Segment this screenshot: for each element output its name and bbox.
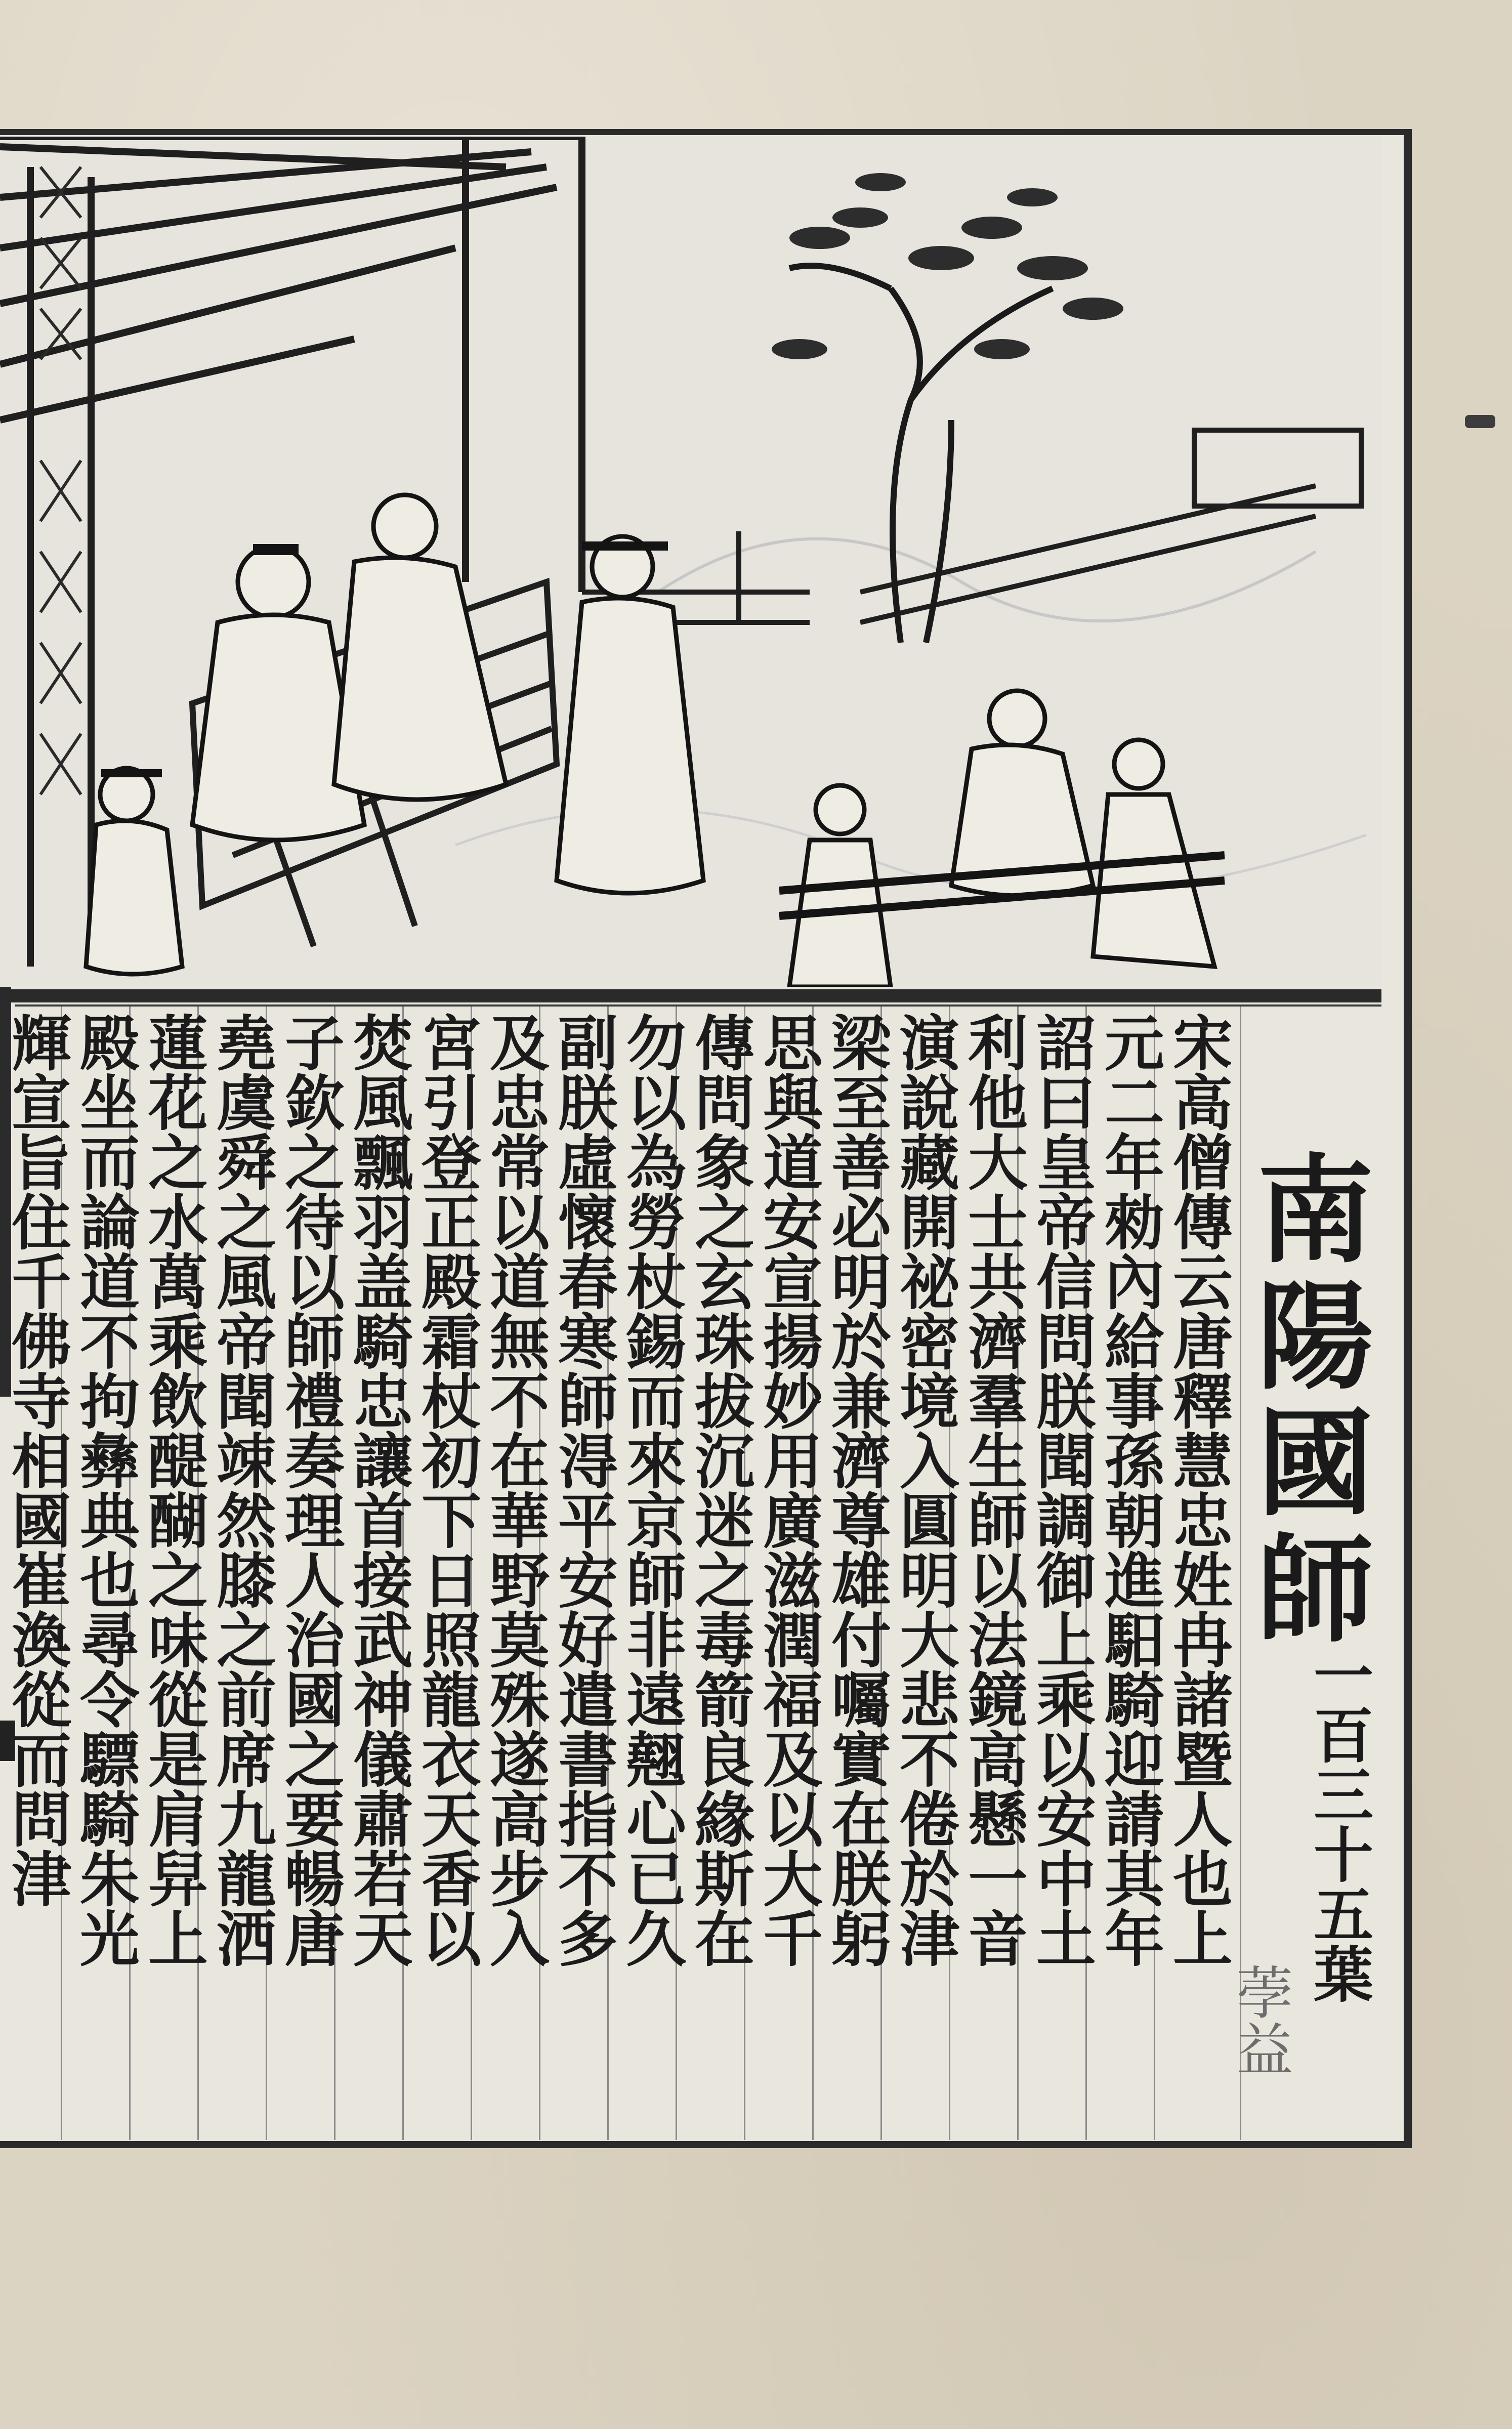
woodblock-illustration <box>0 137 1381 987</box>
text-column: 輝宣旨住千佛寺相國崔渙從而問津 <box>2 1012 72 1908</box>
text-column: 元二年勑內給事孫朝進馹騎迎請其年 <box>1095 1012 1165 1967</box>
text-column: 蓮花之水萬乘飲醍醐之味從是肩舁上 <box>138 1012 208 1967</box>
ink-blot <box>1465 415 1495 428</box>
text-column: 子欽之待以師禮奏理人治國之要暢唐 <box>275 1012 345 1967</box>
text-column: 勿以為勞杖錫而來京師非遠翹心已久 <box>616 1012 687 1967</box>
text-column: 利他大士共濟羣生師以法鏡高懸一音 <box>958 1012 1028 1967</box>
text-column: 副朕虛懷春寒師淂平安好遣書指不多 <box>548 1012 618 1967</box>
seal-stamp: 荸益 <box>1227 1963 1293 2077</box>
horizontal-divider <box>0 989 1381 1002</box>
leaf-number: 一百三十五葉 <box>1304 1645 1374 2003</box>
woodblock-illustration-svg <box>0 137 1381 987</box>
section-title: 南陽國師 <box>1237 1149 1374 1655</box>
text-column: 詔曰皇帝信問朕聞調御上乘以安中土 <box>1026 1012 1097 1967</box>
text-column: 梁至善必明於兼濟尊雄付囑實在朕躬 <box>821 1012 892 1967</box>
text-column: 演說藏開祕密境入圓明大悲不倦於津 <box>890 1012 960 1967</box>
text-column: 殿坐而論道不拘彝典也尋令驃騎朱光 <box>70 1012 140 1967</box>
text-column: 思與道安宣揚妙用廣滋潤福及以大千 <box>753 1012 823 1967</box>
text-column: 宮引登正殿霜杖初下日照龍衣天香以 <box>411 1012 482 1967</box>
text-column: 堯虞舜之風帝聞竦然膝之前席九龍洒 <box>206 1012 277 1967</box>
text-column: 傳問象之玄珠拔沉迷之毒箭良緣斯在 <box>685 1012 755 1967</box>
text-column: 宋高僧傳云唐釋慧忠姓冉諸暨人也上 <box>1163 1012 1233 1967</box>
text-column: 及忠常以道無不在華野莫殊遂高步入 <box>480 1012 550 1967</box>
text-column: 焚風飄羽盖騎忠讓首接武神儀肅若天 <box>343 1012 413 1967</box>
